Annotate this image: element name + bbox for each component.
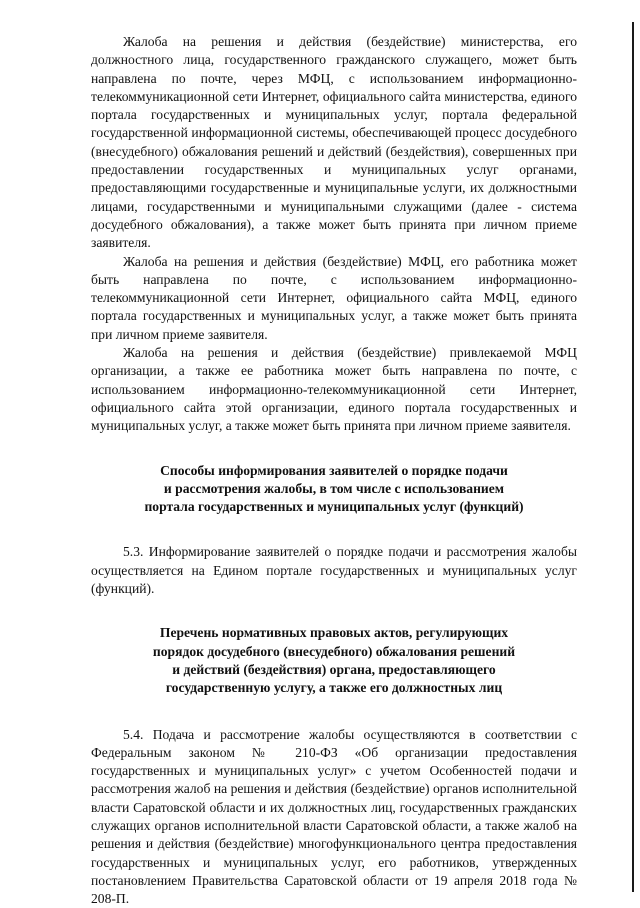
section-heading-legal-acts: Перечень нормативных правовых актов, регулирующих порядок досудебного (внесудебного) обжалования решений и действий (бездействия) органа, предоставляющего государственную услугу, а также его должностных лиц [91, 624, 577, 697]
page-edge-line [632, 22, 634, 892]
spacer [91, 598, 577, 624]
section-heading-informing: Способы информирования заявителей о порядке подачи и рассмотрения жалобы, в том числе с использованием портала государственных и муниципальных услуг (функций) [91, 462, 577, 517]
paragraph-5-4: 5.4. Подача и рассмотрение жалобы осуществляются в соответствии с Федеральным законом № 210-ФЗ «Об организации предоставления государственных и муниципальных услуг» с учетом Особенностей подачи и рассмотрения жалоб на решения и действия (бездействие) органов исполнительной власти Саратовской области и их должностных лиц, государственных гражданских служащих органов исполнительной власти Саратовской области, а также жалоб на решения и действия (бездействие) многофункционального центра предоставления государственных и муниципальных услуг, его работников, утвержденных постановлением Правительства Саратовской области от 19 апреля 2018 года № 208-П. [91, 726, 577, 908]
document-body [91, 33, 577, 908]
paragraph-complaint-mfc: Жалоба на решения и действия (бездействие) МФЦ, его работника может быть направлена по почте, с использованием информационно-телекоммуникационной сети Интернет, официального сайта МФЦ, единого портала государственных и муниципальных услуг, а также может быть принята при личном приеме заявителя. [91, 253, 577, 344]
paragraph-5-3: 5.3. Информирование заявителей о порядке подачи и рассмотрения жалобы осуществляется на Едином портале государственных и муниципальных услуг (функций). [91, 543, 577, 598]
spacer [91, 516, 577, 543]
paragraph-complaint-ministry: Жалоба на решения и действия (бездействие) министерства, его должностного лица, государственного гражданского служащего, может быть направлена по почте, через МФЦ, с использованием информационно-телекоммуникационной сети Интернет, официального сайта министерства, единого портала государственных и муниципальных услуг, портала федеральной государственной информационной системы, обеспечивающей процесс досудебного (внесудебного) обжалования решений и действий (бездействия), совершенных при предоставлении государственных и муниципальных услуг органами, предоставляющими государственные и муниципальные услуги, их должностными лицами, государственными и муниципальными служащими (далее - система досудебного обжалования), а также может быть принята при личном приеме заявителя. [91, 33, 577, 253]
spacer [91, 698, 577, 726]
spacer [91, 436, 577, 462]
paragraph-complaint-organization: Жалоба на решения и действия (бездействие) привлекаемой МФЦ организации, а также ее работника может быть направлена по почте, с использованием информационно-телекоммуникационной сети Интернет, официального сайта этой организации, единого портала государственных и муниципальных услуг, а также может быть принята при личном приеме заявителя. [91, 344, 577, 435]
